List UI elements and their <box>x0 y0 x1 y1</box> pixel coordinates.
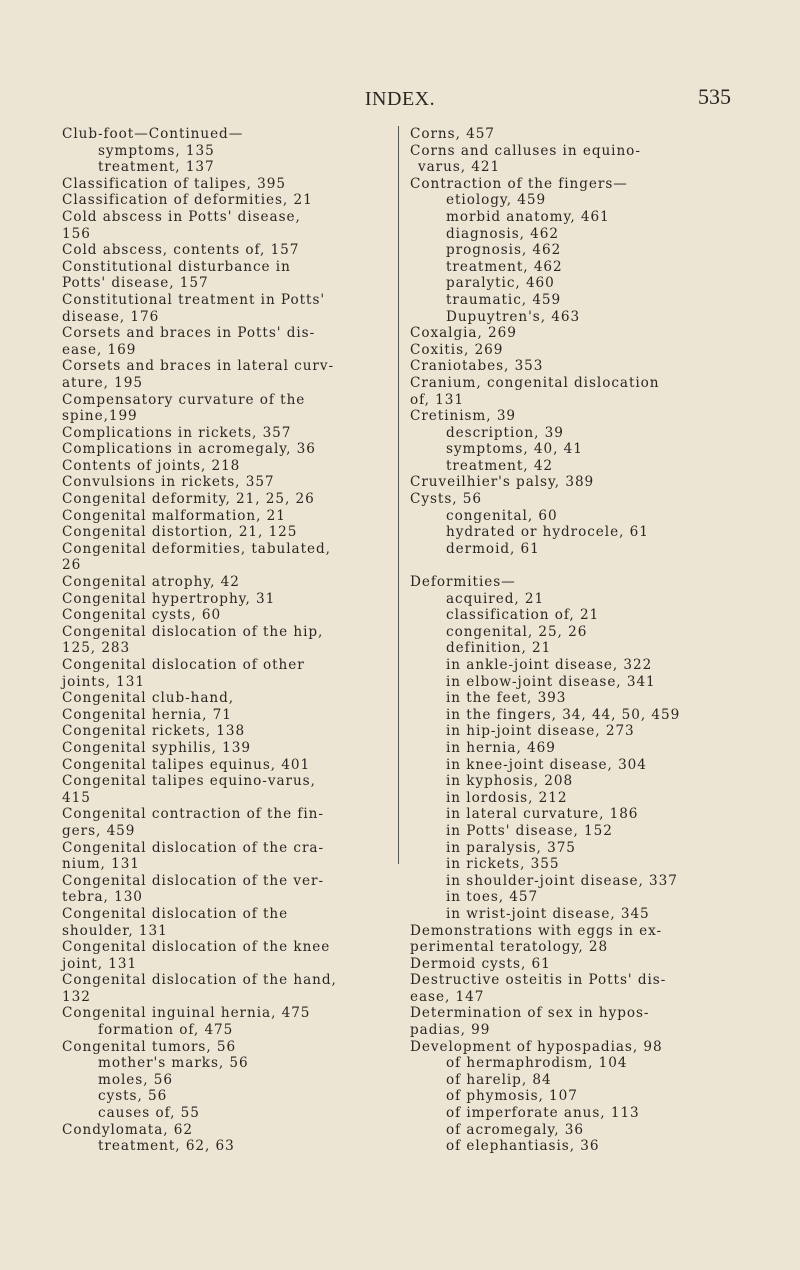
index-entry: spine,199 <box>62 408 138 425</box>
index-subentry: of harelip, 84 <box>446 1071 552 1088</box>
index-entry: Potts' disease, 157 <box>62 275 209 292</box>
index-subentry: in lordosis, 212 <box>446 789 568 806</box>
index-entry: Congenital dislocation of the knee <box>62 939 331 956</box>
index-entry: Cretinism, 39 <box>410 408 517 425</box>
index-entry: Coxitis, 269 <box>410 341 504 358</box>
index-entry: Congenital malformation, 21 <box>62 507 286 524</box>
index-entry: Demonstrations with eggs in ex- <box>410 922 663 939</box>
index-subentry: causes of, 55 <box>98 1105 200 1122</box>
index-entry: Congenital contraction of the fin- <box>62 806 324 823</box>
index-entry: Congenital hypertrophy, 31 <box>62 590 276 607</box>
index-subentry: in the feet, 393 <box>446 690 567 707</box>
index-entry: 125, 283 <box>62 640 131 657</box>
index-subentry: in toes, 457 <box>446 889 539 906</box>
index-subentry: acquired, 21 <box>446 590 545 607</box>
index-subentry: in ankle-joint disease, 322 <box>446 657 653 673</box>
index-entry: ease, 147 <box>410 988 485 1005</box>
index-entry: Congenital deformities, tabulated, <box>62 540 331 557</box>
index-entry: Congenital dislocation of the <box>62 905 289 922</box>
index-subentry: of acromegaly, 36 <box>446 1121 584 1138</box>
index-entry: Constitutional treatment in Potts' <box>62 291 326 308</box>
index-subentry: moles, 56 <box>98 1071 173 1088</box>
index-entry: Destructive osteitis in Potts' dis- <box>410 972 667 989</box>
index-entry: Determination of sex in hypos- <box>410 1005 650 1022</box>
index-subentry: in lateral curvature, 186 <box>446 806 639 823</box>
index-subentry: diagnosis, 462 <box>446 225 559 242</box>
index-subentry: morbid anatomy, 461 <box>446 208 610 225</box>
index-entry: Congenital syphilis, 139 <box>62 739 251 756</box>
index-entry: Contents of joints, 218 <box>62 457 241 474</box>
index-entry: ature, 195 <box>62 374 143 391</box>
index-entry: Congenital tumors, 56 <box>62 1038 237 1055</box>
index-column-right <box>410 126 750 1155</box>
index-subentry: symptoms, 40, 41 <box>446 441 583 458</box>
index-entry: Craniotabes, 353 <box>410 358 544 375</box>
index-entry: Cruveilhier's palsy, 389 <box>410 474 595 491</box>
index-subentry: dermoid, 61 <box>446 540 540 557</box>
index-entry: Congenital rickets, 138 <box>62 723 246 740</box>
index-entry: 132 <box>62 988 91 1005</box>
index-entry: Complications in rickets, 357 <box>62 424 292 441</box>
index-subentry: in hernia, 469 <box>446 739 556 756</box>
index-subentry: etiology, 459 <box>446 192 547 209</box>
index-subentry: in the fingers, 34, 44, 50, 459 <box>446 706 681 723</box>
index-entry: shoulder, 131 <box>62 922 168 939</box>
index-entry: Corns and calluses in equino- <box>410 142 641 159</box>
index-subentry: in rickets, 355 <box>446 856 560 873</box>
column-divider <box>398 126 399 864</box>
index-entry: Congenital dislocation of the hand, <box>62 972 337 989</box>
index-entry: Congenital dislocation of the ver- <box>62 872 325 889</box>
index-entry: Congenital dislocation of the hip, <box>62 623 324 640</box>
index-entry: disease, 176 <box>62 308 160 325</box>
index-entry: 415 <box>62 789 91 806</box>
index-entry: joint, 131 <box>62 955 138 972</box>
index-entry: Congenital inguinal hernia, 475 <box>62 1005 311 1022</box>
index-subentry: description, 39 <box>446 424 564 441</box>
index-subentry: treatment, 62, 63 <box>98 1138 235 1155</box>
index-subentry: definition, 21 <box>446 640 552 657</box>
index-entry: tebra, 130 <box>62 889 143 906</box>
index-subentry: in kyphosis, 208 <box>446 773 574 790</box>
index-entry: Corsets and braces in lateral curv- <box>62 358 335 375</box>
index-entry: Congenital talipes equinus, 401 <box>62 756 311 773</box>
index-subentry: in elbow-joint disease, 341 <box>446 673 656 690</box>
index-entry: Deformities— <box>410 574 516 591</box>
index-entry: padias, 99 <box>410 1022 491 1039</box>
index-subentry: in wrist-joint disease, 345 <box>446 905 650 922</box>
index-entry: Congenital talipes equino-varus, <box>62 773 316 790</box>
index-entry: Classification of deformities, 21 <box>62 192 313 209</box>
index-entry: joints, 131 <box>62 673 145 690</box>
index-entry: Club-foot—Continued— <box>62 126 244 142</box>
index-entry: Cold abscess in Potts' disease, <box>62 208 301 225</box>
index-entry: Congenital hernia, 71 <box>62 706 232 723</box>
index-entry: Classification of talipes, 395 <box>62 175 286 192</box>
index-entry: Cysts, 56 <box>410 491 482 508</box>
index-subentry: in paralysis, 375 <box>446 839 576 856</box>
index-subentry: symptoms, 135 <box>98 142 215 159</box>
index-subentry: congenital, 60 <box>446 507 558 524</box>
index-entry: ease, 169 <box>62 341 137 358</box>
index-entry: Dermoid cysts, 61 <box>410 955 551 972</box>
index-entry: Congenital dislocation of other <box>62 657 305 673</box>
index-entry: Contraction of the fingers— <box>410 175 628 192</box>
index-entry: Congenital club-hand, <box>62 690 235 707</box>
index-entry: Compensatory curvature of the <box>62 391 306 408</box>
index-subentry: in knee-joint disease, 304 <box>446 756 647 773</box>
index-subentry: of imperforate anus, 113 <box>446 1105 640 1122</box>
index-entry: Congenital atrophy, 42 <box>62 574 240 591</box>
index-entry: Convulsions in rickets, 357 <box>62 474 275 491</box>
index-entry: Constitutional disturbance in <box>62 258 291 275</box>
index-subentry: prognosis, 462 <box>446 242 562 259</box>
page-number: 535 <box>698 84 731 109</box>
index-subentry: congenital, 25, 26 <box>446 623 588 640</box>
index-subentry: cysts, 56 <box>98 1088 168 1105</box>
index-entry: 26 <box>62 557 82 574</box>
running-header-title: INDEX. <box>364 88 436 110</box>
index-subentry: in Potts' disease, 152 <box>446 822 613 839</box>
index-subentry: hydrated or hydrocele, 61 <box>446 524 649 541</box>
index-subentry: traumatic, 459 <box>446 291 562 308</box>
index-subentry: in hip-joint disease, 273 <box>446 723 635 740</box>
index-subentry: treatment, 137 <box>98 159 215 176</box>
index-subentry: mother's marks, 56 <box>98 1055 249 1072</box>
index-entry: Coxalgia, 269 <box>410 325 517 342</box>
index-entry: Corsets and braces in Potts' dis- <box>62 325 316 342</box>
blank-line <box>410 557 750 574</box>
index-entry: Corns, 457 <box>410 126 495 142</box>
index-entry: perimental teratology, 28 <box>410 939 609 956</box>
index-entry: Congenital distortion, 21, 125 <box>62 524 298 541</box>
index-subentry: of phymosis, 107 <box>446 1088 578 1105</box>
index-column-left <box>62 126 392 1155</box>
index-entry: Congenital dislocation of the cra- <box>62 839 324 856</box>
index-entry: Congenital deformity, 21, 25, 26 <box>62 491 315 508</box>
index-entry: Development of hypospadias, 98 <box>410 1038 663 1055</box>
index-subentry: classification of, 21 <box>446 607 600 624</box>
index-subentry: treatment, 42 <box>446 457 554 474</box>
index-entry: Condylomata, 62 <box>62 1121 194 1138</box>
index-entry: Complications in acromegaly, 36 <box>62 441 316 458</box>
index-entry: of, 131 <box>410 391 464 408</box>
index-subentry: treatment, 462 <box>446 258 563 275</box>
index-subentry: in shoulder-joint disease, 337 <box>446 872 678 889</box>
index-entry: Cranium, congenital dislocation <box>410 374 660 391</box>
index-entry: Cold abscess, contents of, 157 <box>62 242 300 259</box>
index-subentry: of elephantiasis, 36 <box>446 1138 600 1155</box>
index-subentry: paralytic, 460 <box>446 275 555 292</box>
index-entry: gers, 459 <box>62 822 136 839</box>
index-subentry: varus, 421 <box>418 159 501 176</box>
index-subentry: formation of, 475 <box>98 1022 234 1039</box>
index-entry: Congenital cysts, 60 <box>62 607 222 624</box>
index-subentry: Dupuytren's, 463 <box>446 308 581 325</box>
index-subentry: of hermaphrodism, 104 <box>446 1055 628 1072</box>
index-entry: 156 <box>62 225 91 242</box>
index-entry: nium, 131 <box>62 856 140 873</box>
